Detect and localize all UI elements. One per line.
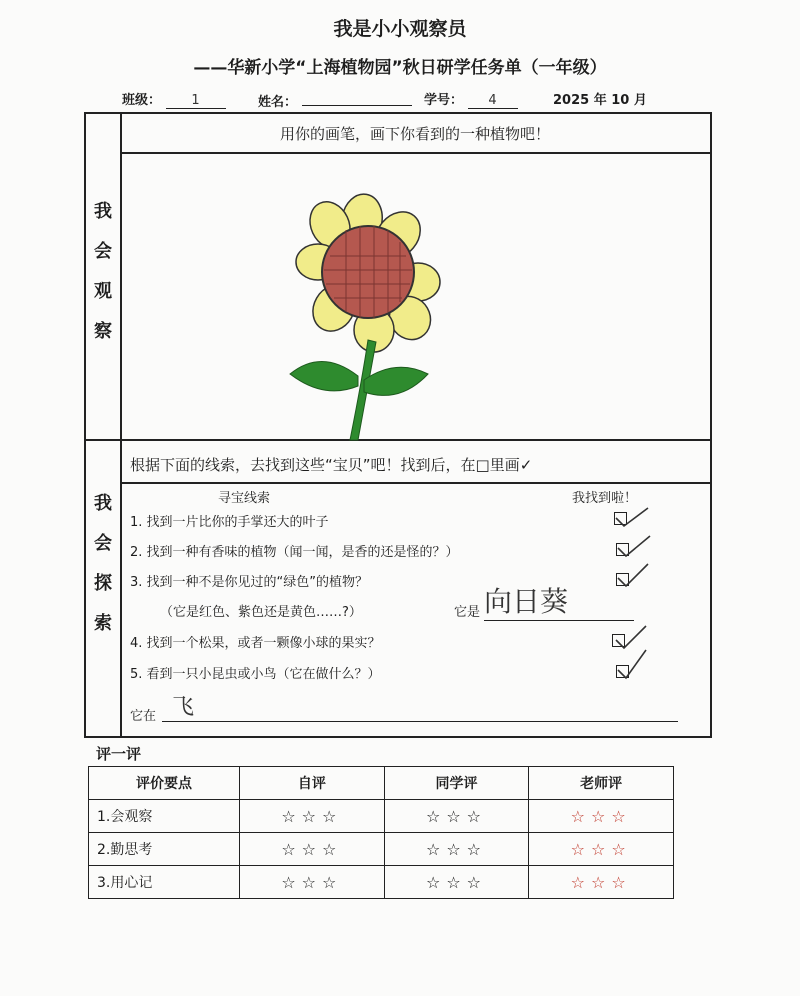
- it-at-answer[interactable]: 飞: [162, 690, 678, 722]
- side-char: 会: [94, 241, 112, 262]
- self-stars[interactable]: ☆☆☆: [240, 866, 385, 899]
- peer-stars[interactable]: ☆☆☆: [384, 833, 529, 866]
- header-self: 自评: [240, 767, 385, 800]
- teacher-stars[interactable]: ☆☆☆: [529, 800, 674, 833]
- side-char: 会: [94, 533, 112, 554]
- clue-item: 5. 看到一只小昆虫或小鸟（它在做什么？）: [130, 667, 381, 682]
- sunflower-drawing: [250, 190, 450, 445]
- col-found-header: 我找到啦！: [572, 491, 638, 506]
- header-peer: 同学评: [384, 767, 529, 800]
- class-info: [122, 89, 226, 109]
- col-clues-header: 寻宝线索: [218, 491, 271, 506]
- table-row: [89, 833, 674, 866]
- eval-point: 1.会观察: [89, 800, 240, 833]
- it-is-label: 它是: [454, 605, 481, 620]
- class-label: 班级：: [122, 93, 162, 108]
- side-char: 观: [94, 281, 112, 302]
- name-info: [258, 89, 412, 110]
- name-field[interactable]: [302, 89, 412, 106]
- explore-side-label: [88, 484, 118, 644]
- number-label: 学号：: [424, 93, 464, 108]
- clue-item: 1. 找到一片比你的手掌还大的叶子: [130, 515, 329, 530]
- clue-item: 4. 找到一个松果，或者一颗像小球的果实？: [130, 636, 381, 651]
- side-column-divider: [120, 112, 122, 736]
- number-field[interactable]: 4: [468, 93, 518, 109]
- observe-prompt-divider: [120, 152, 710, 154]
- clue-item: 2. 找到一种有香味的植物（闻一闻，是香的还是怪的？）: [130, 545, 459, 560]
- evaluation-table: [88, 766, 674, 899]
- class-field[interactable]: 1: [166, 93, 226, 109]
- side-char: 察: [94, 321, 112, 342]
- self-stars[interactable]: ☆☆☆: [240, 833, 385, 866]
- table-header-row: [89, 767, 674, 800]
- teacher-stars[interactable]: ☆☆☆: [529, 833, 674, 866]
- left-leaf: [290, 361, 358, 390]
- table-row: [89, 800, 674, 833]
- eval-point: 3.用心记: [89, 866, 240, 899]
- clue-item-note: （它是红色、紫色还是黄色……?）: [160, 605, 362, 620]
- observe-side-label: [88, 192, 118, 352]
- explore-instruction-divider: [120, 482, 710, 484]
- page-subtitle: ——华新小学“上海植物园”秋日研学任务单（一年级）: [193, 58, 607, 78]
- clue-item: 3. 找到一种不是你见过的“绿色”的植物？: [130, 575, 369, 590]
- table-row: [89, 866, 674, 899]
- eval-point: 2.勤思考: [89, 833, 240, 866]
- self-stars[interactable]: ☆☆☆: [240, 800, 385, 833]
- side-char: 我: [94, 493, 112, 514]
- teacher-stars[interactable]: ☆☆☆: [529, 866, 674, 899]
- right-leaf: [364, 367, 428, 395]
- peer-stars[interactable]: ☆☆☆: [384, 800, 529, 833]
- number-info: [424, 89, 518, 109]
- it-at-label: 它在: [130, 709, 157, 724]
- side-char: 索: [94, 613, 112, 634]
- observe-prompt: 用你的画笔，画下你看到的一种植物吧！: [279, 125, 550, 143]
- page-title: 我是小小观察员: [333, 18, 467, 40]
- date-text: 2025 年 10 月: [553, 93, 647, 108]
- explore-instruction: 根据下面的线索，去找到这些“宝贝”吧！找到后，在□里画✓: [130, 456, 533, 474]
- header-point: 评价要点: [89, 767, 240, 800]
- header-teacher: 老师评: [529, 767, 674, 800]
- side-char: 我: [94, 201, 112, 222]
- it-is-answer[interactable]: 向日葵: [484, 580, 634, 621]
- evaluation-title: 评一评: [96, 745, 142, 763]
- name-label: 姓名：: [258, 95, 298, 110]
- peer-stars[interactable]: ☆☆☆: [384, 866, 529, 899]
- side-char: 探: [94, 573, 112, 594]
